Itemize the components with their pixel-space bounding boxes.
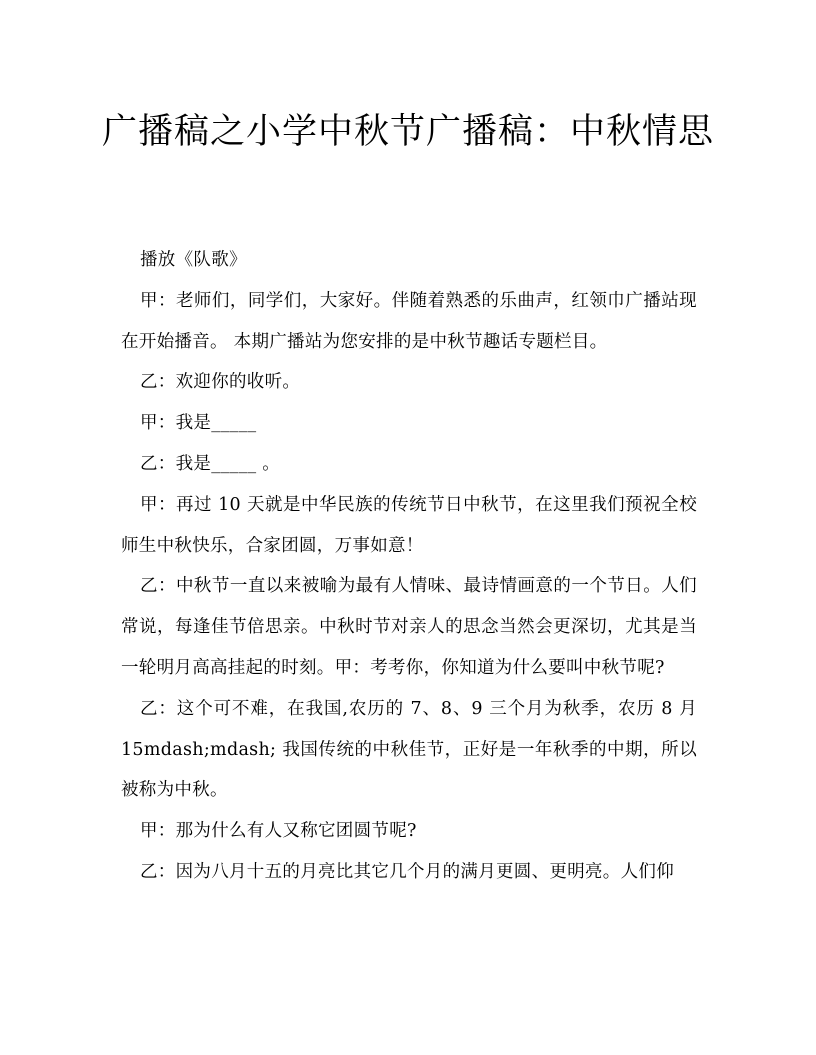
paragraph: 乙：中秋节一直以来被喻为最有人情味、最诗情画意的一个节日。人们常说，每逢佳节倍思亲。中秋时节对亲人的思念当然会更深切，尤其是当一轮明月高高挂起的时刻。甲：考考你，你知道为什么要叫中秋节呢?	[121, 576, 697, 678]
paragraph: 乙：因为八月十五的月亮比其它几个月的满月更圆、更明亮。人们仰	[140, 861, 674, 882]
paragraph: 乙：欢迎你的收听。	[140, 372, 301, 393]
paragraph: 播放《队歌》	[140, 250, 247, 270]
document-title: 广播稿之小学中秋节广播稿：中秋情思	[101, 112, 714, 152]
paragraph: 甲：我是_____	[140, 413, 257, 434]
paragraph: 乙：这个可不难，在我国,农历的 7、8、9 三个月为秋季，农历 8 月 15mdash;mdash; 我国传统的中秋佳节，正好是一年秋季的中期，所以被称为中秋。	[121, 698, 697, 801]
paragraph: 甲：老师们，同学们，大家好。伴随着熟悉的乐曲声，红领巾广播站现在开始播音。 本期广播站为您安排的是中秋节趣话专题栏目。	[121, 290, 697, 352]
document-body	[121, 240, 697, 893]
paragraph: 甲：那为什么有人又称它团圆节呢?	[140, 821, 417, 842]
paragraph: 甲：再过 10 天就是中华民族的传统节日中秋节，在这里我们预祝全校师生中秋快乐，合家团圆，万事如意！	[121, 494, 697, 556]
paragraph: 乙：我是_____ 。	[140, 453, 281, 474]
